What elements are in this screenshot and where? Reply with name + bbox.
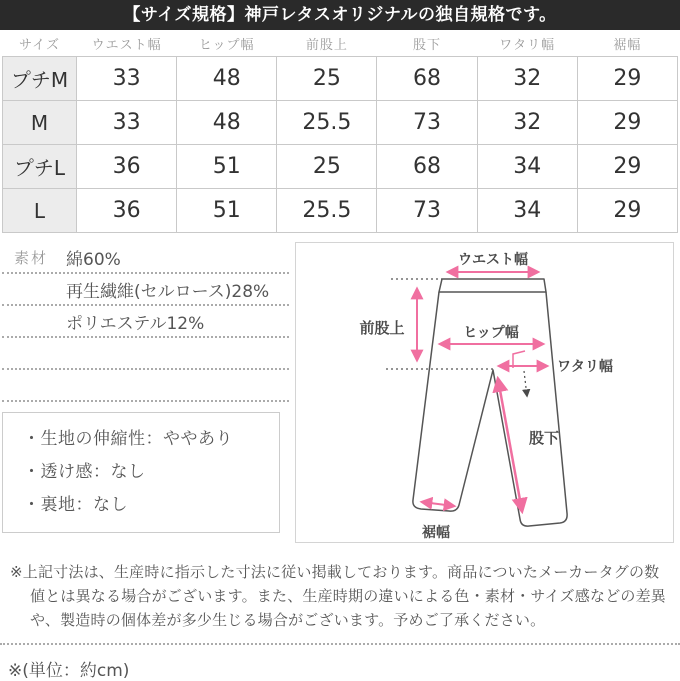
waist-width-label: ウエスト幅 (458, 252, 528, 268)
size-row-petite-l (3, 145, 678, 189)
measurement-cell: 32 (477, 101, 577, 145)
inseam-label: 股下 (529, 429, 560, 447)
column-header-hip: ヒップ幅 (198, 38, 255, 53)
measurement-cell: 51 (177, 189, 277, 233)
inseam-arrow (498, 379, 522, 511)
fabric-property-lining: ・裏地：なし (23, 495, 128, 515)
hem-width-arrow (422, 502, 454, 506)
measurement-cell: 68 (377, 57, 477, 101)
measurement-cell: 51 (177, 145, 277, 189)
thigh-width-label: ワタリ幅 (557, 359, 613, 375)
material-value: 再生繊維(セルロース)28% (66, 281, 270, 302)
hip-width-label: ヒップ幅 (463, 325, 519, 341)
grain-direction-dotted-arrow (524, 371, 527, 396)
material-row (2, 242, 289, 274)
column-header-hem: 裾幅 (613, 38, 642, 53)
measurement-cell: 48 (177, 57, 277, 101)
pants-diagram-box (295, 242, 674, 543)
material-row-empty (2, 370, 289, 402)
disclaimer-note: ※上記寸法は、生産時に指示した寸法に従い掲載しております。商品についたメーカータグの数値とは異なる場合がございます。また、生産時期の違いによる色・素材・サイズ感などの差異や、製造時の個体差が多少生じる場合がございます。予めご了承ください。 (10, 563, 667, 629)
size-name-cell: プチM (3, 57, 77, 101)
fabric-property-stretch: ・生地の伸縮性：ややあり (23, 429, 233, 449)
measurement-cell: 25 (277, 57, 377, 101)
measurement-cell: 33 (77, 101, 177, 145)
measurement-cell: 36 (77, 189, 177, 233)
measurement-cell: 29 (577, 57, 677, 101)
size-spec-table (2, 30, 678, 233)
measurement-cell: 29 (577, 101, 677, 145)
measurement-cell: 25.5 (277, 101, 377, 145)
size-name-cell: プチL (3, 145, 77, 189)
main-content-row (2, 242, 676, 543)
measurement-cell: 36 (77, 145, 177, 189)
hem-width-label: 裾幅 (422, 525, 450, 541)
material-row (2, 306, 289, 338)
material-value: ポリエステル12% (66, 313, 205, 334)
material-value: 綿60% (66, 249, 121, 270)
measurement-cell: 73 (377, 189, 477, 233)
measurement-cell: 29 (577, 189, 677, 233)
column-header-rise: 前股上 (305, 38, 348, 53)
measurement-cell: 25 (277, 145, 377, 189)
material-row (2, 274, 289, 306)
pants-diagram-svg (296, 243, 673, 542)
front-rise-label: 前股上 (359, 319, 405, 337)
material-row-empty (2, 338, 289, 370)
measurement-cell: 25.5 (277, 189, 377, 233)
measurement-cell: 68 (377, 145, 477, 189)
size-row-m (3, 101, 678, 145)
materials-section (2, 242, 289, 543)
measurement-cell: 33 (77, 57, 177, 101)
material-label: 素材 (14, 248, 49, 267)
column-header-size: サイズ (19, 38, 60, 53)
measurement-cell: 73 (377, 101, 477, 145)
measurement-cell: 29 (577, 145, 677, 189)
fabric-properties-box (2, 412, 280, 533)
column-header-waist: ウエスト幅 (91, 38, 162, 53)
measurement-cell: 48 (177, 101, 277, 145)
size-standard-header (0, 0, 680, 30)
size-name-cell: L (3, 189, 77, 233)
unit-note: ※(単位：約cm) (8, 661, 130, 681)
fabric-property-sheerness: ・透け感：なし (23, 462, 146, 482)
measurement-cell: 32 (477, 57, 577, 101)
measurement-cell: 34 (477, 189, 577, 233)
pants-waistband-outline (439, 279, 546, 292)
measurement-cell: 34 (477, 145, 577, 189)
size-row-l (3, 189, 678, 233)
size-standard-title: 【サイズ規格】神戸レタスオリジナルの独自規格です。 (123, 5, 557, 25)
column-header-thigh: ワタリ幅 (499, 38, 556, 53)
size-row-petite-m (3, 57, 678, 101)
column-header-inseam: 股下 (413, 38, 442, 53)
size-name-cell: M (3, 101, 77, 145)
column-header-row (3, 30, 678, 57)
